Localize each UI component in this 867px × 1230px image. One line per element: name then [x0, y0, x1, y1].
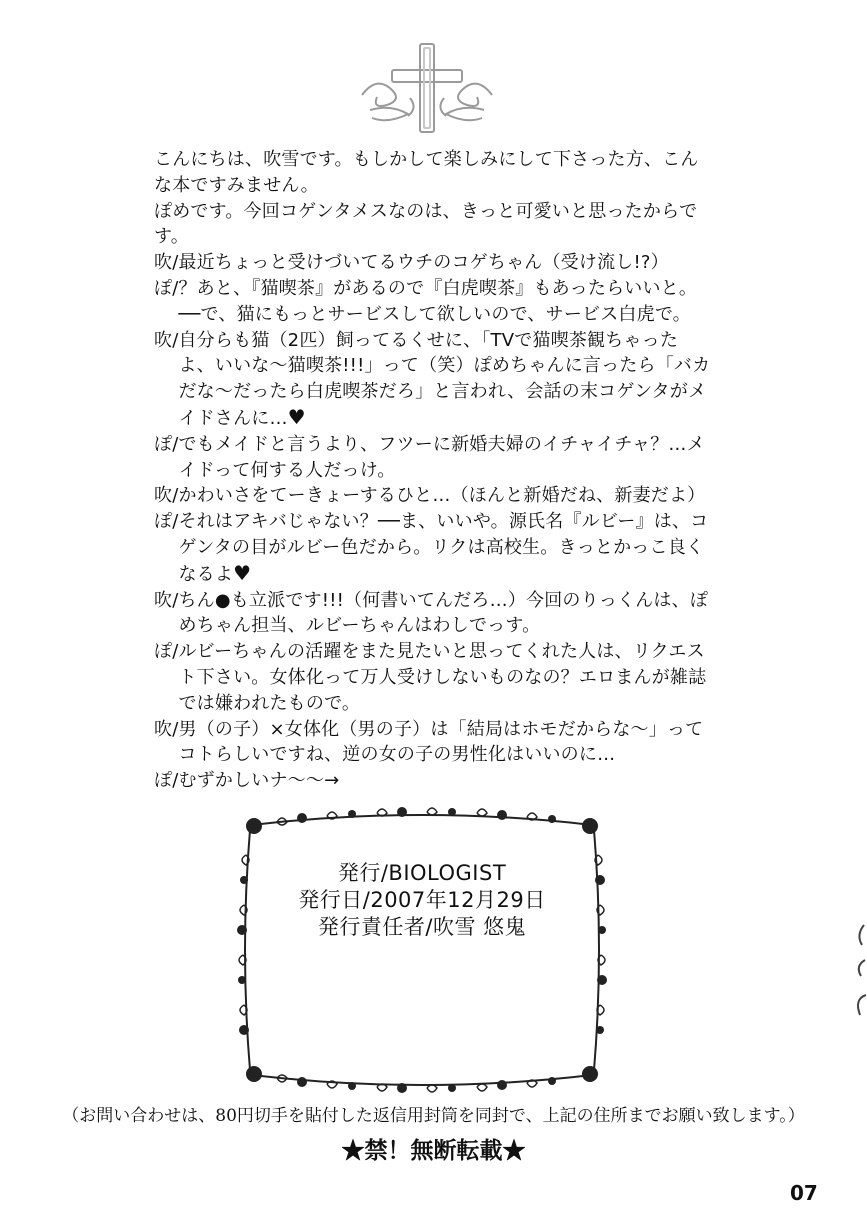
speaker-label: ぽ/ — [154, 433, 179, 455]
speaker-label: 吹/ — [154, 252, 179, 274]
dialogue-text: ？あと、『猫喫茶』があるので『白虎喫茶』もあったらいいと。──で、猫にもっとサービスして欲しいので、サービス白虎で。 — [178, 277, 698, 325]
dialogue-line — [154, 328, 714, 432]
dialogue-text: ちん●も立派です!!!（何書いてんだろ…）今回のりっくんは、ぽめちゃん担当、ルビーちゃんはわしでっす。 — [178, 589, 709, 637]
publisher-line: 発行/BIOLOGIST — [337, 861, 507, 885]
paragraph-text: こんにちは、吹雪です。もしかして楽しみにして下さった方、こんな本ですみません。 — [154, 149, 699, 196]
speaker-label: ぽ/ — [154, 770, 179, 792]
dialogue-line — [154, 588, 714, 640]
dialogue-text: 男（の子）×女体化（男の子）は「結局はホモだからな～」ってコトらしいですね、逆の女の子の男性化はいいのに… — [178, 718, 704, 766]
dialogue-text: かわいさをてーきょーするひと…（ほんと新婚だね、新妻だよ） — [178, 485, 706, 507]
paragraph-text: ぽめです。今回コゲンタメスなのは、きっと可愛いと思ったからです。 — [154, 200, 698, 248]
cross-ornament-icon — [352, 40, 502, 140]
speaker-label: ぽ/ — [154, 641, 179, 663]
speaker-label: 吹/ — [154, 329, 179, 351]
paragraph — [154, 199, 714, 251]
page-number: 07 — [790, 1181, 818, 1205]
floral-frame-icon — [232, 800, 612, 1100]
speaker-label: ぽ/ — [154, 277, 179, 299]
page-edge-mark-icon — [848, 920, 867, 1030]
speaker-label: 吹/ — [154, 485, 179, 507]
dialogue-line — [154, 483, 714, 509]
heart-icon: ♥ — [233, 560, 252, 585]
dialogue-text: むずかしいナ～～→ — [178, 770, 340, 792]
dialogue-text: でもメイドと言うより、フツーに新婚夫婦のイチャイチャ？…メイドって何する人だっけ。 — [178, 433, 705, 481]
dialogue-line — [154, 250, 714, 276]
dialogue-text — [178, 328, 714, 432]
publish-date-line: 発行日/2007年12月29日 — [298, 888, 546, 912]
responsible-line: 発行責任者/吹雪 悠鬼 — [317, 915, 527, 939]
dialogue-text-body: 自分らも猫（2匹）飼ってるくせに、「TVで猫喫茶観ちゃったよ、いいな～猫喫茶!!!」って（笑）ぽめちゃんに言ったら「バカだな～だったら白虎喫茶だろ」と言われ、会話の末コゲンタがメイドさんに… — [178, 329, 711, 429]
dialogue-line — [154, 768, 714, 794]
heart-icon: ♥ — [287, 404, 306, 429]
dialogue-text — [178, 509, 714, 587]
dialogue-text: ルビーちゃんの活躍をまた見たいと思ってくれた人は、リクエスト下さい。女体化って万人受けしないものなの？エロまんが雑誌では嫌われたもので。 — [178, 641, 707, 714]
no-reproduction-notice: ★禁！無断転載★ — [341, 1137, 526, 1164]
speaker-label: ぽ/ — [154, 511, 179, 533]
speaker-label: 吹/ — [154, 589, 179, 611]
dialogue-line — [154, 276, 714, 328]
dialogue-line — [154, 509, 714, 587]
dialogue-line — [154, 717, 714, 769]
colophon — [232, 860, 612, 941]
speaker-label: 吹/ — [154, 718, 179, 740]
dialogue-line — [154, 639, 714, 716]
dialogue-text-body: それはアキバじゃない？──ま、いいや。源氏名『ルビー』は、コゲンタの目がルビー色だから。リクは高校生。きっとかっこ良くなるよ — [178, 511, 709, 585]
afterword-text — [154, 147, 714, 794]
dialogue-line — [154, 432, 714, 484]
paragraph — [154, 147, 714, 199]
inquiry-note: （お問い合わせは、80円切手を貼付した返信用封筒を同封で、上記の住所までお願い致します。） — [62, 1106, 805, 1126]
dialogue-text: 最近ちょっと受けづいてるウチのコゲちゃん（受け流し!?） — [178, 252, 669, 274]
